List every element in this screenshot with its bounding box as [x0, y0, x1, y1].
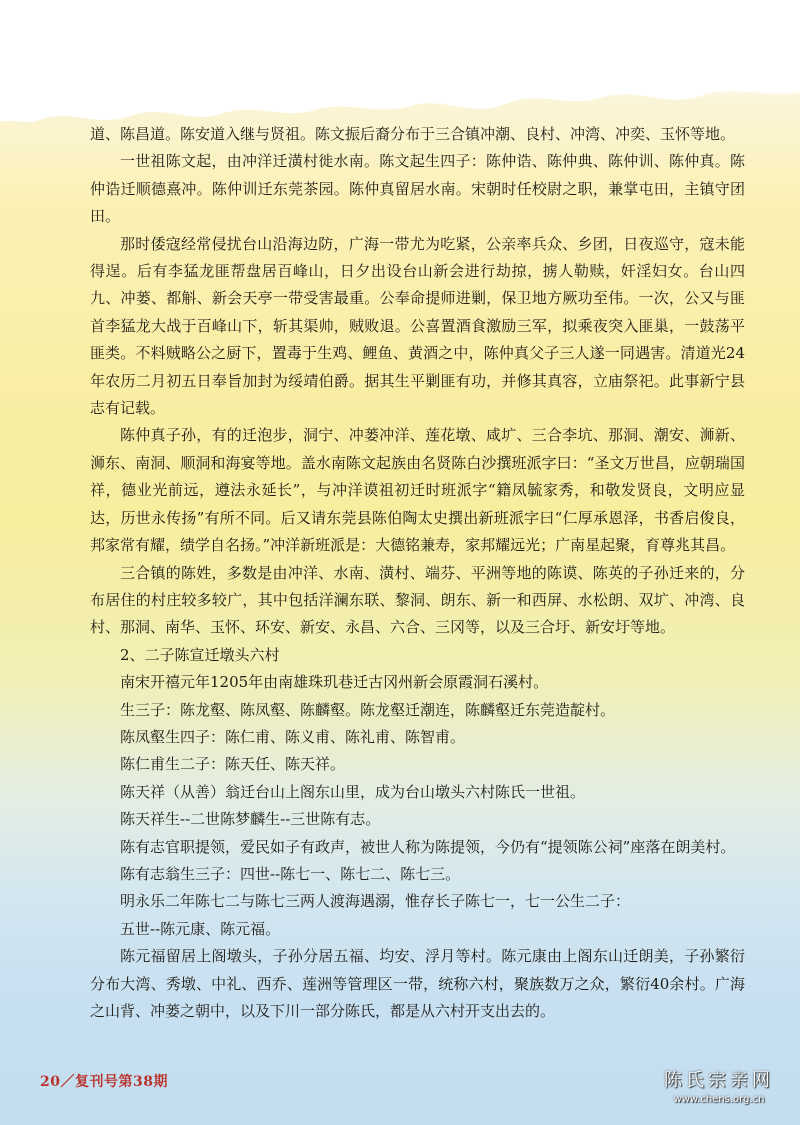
paragraph: 明永乐二年陈七二与陈七三两人渡海遇溺，惟存长子陈七一，七一公生二子：: [120, 892, 631, 911]
paragraph: 那时倭寇经常侵扰台山沿海边防，广海一带尤为吃紧，公亲率兵众、乡团，日夜巡守，寇未能得逞。后有李猛龙匪帮盘居百峰山，日夕出设台山新会进行劫掠，掳人勒赎，奸淫妇女。台山四九、冲蒌、都斛、新会天亭一带受害最重。公奉命提师进剿，保卫地方厥功至伟。一次，公又与匪首李猛龙大战于百峰山下，斩其渠帅，贼败退。公喜置酒食激励三军，拟乘夜突入匪巢，一鼓荡平匪类。不料贼略公之厨下，置毒于生鸡、鲤鱼、黄酒之中，陈仲真父子三人遂一同遇害。清道光24年农历二月初五日奉旨加封为绥靖伯爵。据其生平剿匪有功，并修其真容，立庙祭祀。此事新宁县志有记载。: [90, 234, 745, 418]
paragraph: 2、二子陈宣迁墩头六村: [120, 645, 280, 664]
article-body: [90, 121, 745, 1025]
paragraph: 生三子：陈龙壑、陈凤壑、陈麟壑。陈龙壑迁潮连，陈麟壑迁东莞造靛村。: [120, 700, 616, 719]
paragraph: 陈天祥生--二世陈梦麟生--三世陈有志。: [120, 810, 381, 829]
page-number-issue: 20／复刊号第38期: [40, 1074, 168, 1090]
paragraph: 陈天祥（从善）翁迁台山上阁东山里，成为台山墩头六村陈氏一世祖。: [120, 782, 586, 801]
paragraph: 陈元福留居上阁墩头，子孙分居五福、均安、浮月等村。陈元康由上阁东山迁朗美，子孙繁衍分布大湾、秀墩、中礼、西乔、莲洲等管理区一带，统称六村，聚族数万之众，繁衍40余村。广海之山背、冲蒌之朝中，以及下川一部分陈氏，都是从六村开支出去的。: [90, 947, 745, 1020]
page-footer: [40, 1071, 168, 1091]
paragraph: 陈有志官职提领，爱民如子有政声，被世人称为陈提领，今仍有“提领陈公祠”座落在朗美村。: [120, 837, 736, 856]
watermark-title: 陈氏宗亲网: [664, 1070, 774, 1091]
paragraph: 陈有志翁生三子：四世--陈七一、陈七二、陈七三。: [120, 864, 461, 883]
paragraph: 道、陈昌道。陈安道入继与贤祖。陈文振后裔分布于三合镇冲潮、良村、冲湾、冲奕、玉怀等地。: [90, 125, 736, 143]
paragraph: 陈仲真子孙，有的迁泡步，洞宁、冲蒌冲洋、莲花墩、咸圹、三合李坑、那洞、潮安、浉新、浉东、南洞、顺洞和海宴等地。盖水南陈文起族由名贤陈白沙撰班派字曰：“圣文万世昌，应朝瑞国祥，德业光前远，遵法永延长”，与冲洋谟祖初迁时班派字“籍凤毓家秀，和敬发贤良，文明应显达，历世永传扬”有所不同。后又请东莞县陈伯陶太史撰出新班派字曰“仁厚承恩泽，书香启俊良，邦家常有耀，绩学自名扬。”冲洋新班派是：大德铭兼寿，家邦耀远光；广南星起聚，育尊兆其昌。: [90, 426, 745, 555]
paragraph: 一世祖陈文起，由冲洋迁潢村徙水南。陈文起生四子：陈仲诰、陈仲典、陈仲训、陈仲真。陈仲诰迁顺德熹冲。陈仲训迁东莞茶园。陈仲真留居水南。宋朝时任校尉之职，兼掌屯田，主镇守团田。: [90, 152, 745, 226]
top-torn-paper-edge: [0, 0, 800, 140]
paragraph: 陈凤壑生四子：陈仁甫、陈义甫、陈礼甫、陈智甫。: [120, 727, 466, 746]
paragraph: 三合镇的陈姓，多数是由冲洋、水南、潢村、端芬、平洲等地的陈谟、陈英的子孙迁来的，分布居住的村庄较多较广，其中包括洋澜东联、黎洞、朗东、新一和西屏、水松朗、双圹、冲湾、良村、那洞、南华、玉怀、环安、新安、永昌、六合、三冈等，以及三合圩、新安圩等地。: [90, 563, 745, 637]
paragraph: 南宋开禧元年1205年由南雄珠玑巷迁古冈州新会原霞洞石溪村。: [120, 673, 549, 692]
paragraph: 陈仁甫生二子：陈天任、陈天祥。: [120, 755, 346, 774]
site-watermark: [644, 1066, 794, 1105]
watermark-url: www.chens.org.cn: [673, 1094, 765, 1105]
paragraph: 五世--陈元康、陈元福。: [120, 919, 281, 938]
